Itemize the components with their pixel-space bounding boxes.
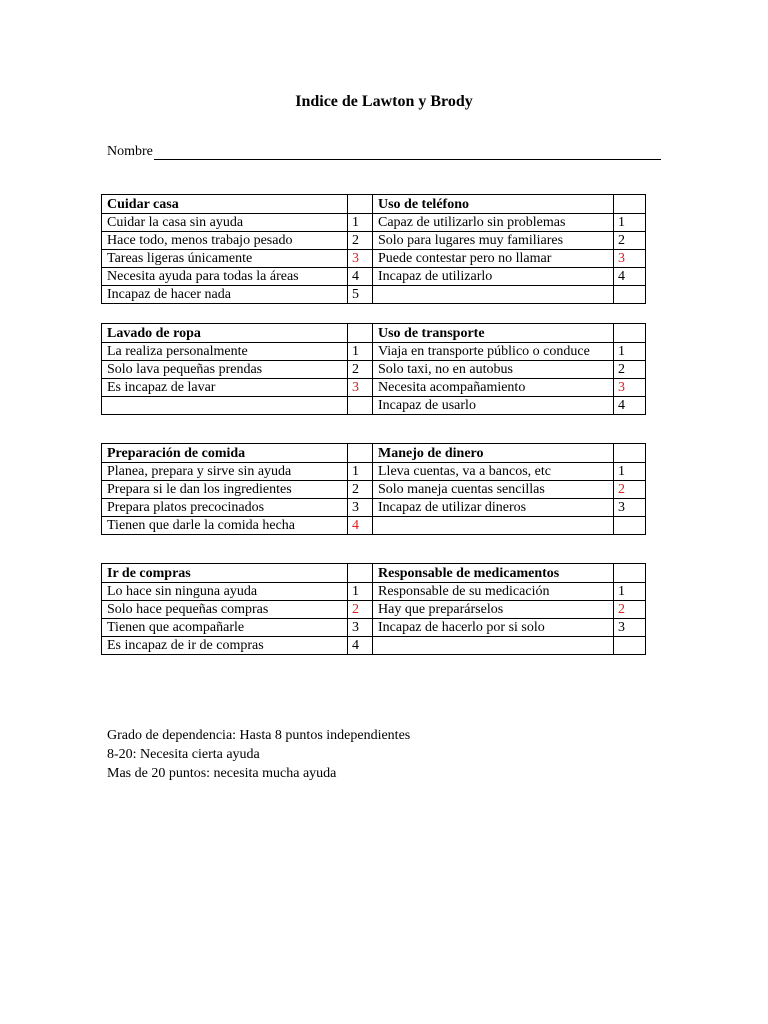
item-score: 4	[348, 637, 373, 655]
table-row	[102, 286, 646, 304]
score-header-cell	[348, 444, 373, 463]
item-score	[614, 637, 646, 655]
item-score: 2	[348, 481, 373, 499]
item-description: Solo lava pequeñas prendas	[102, 361, 348, 379]
item-score: 2	[348, 601, 373, 619]
item-description: Tienen que darle la comida hecha	[102, 517, 348, 535]
item-score: 3	[614, 379, 646, 397]
item-score: 1	[348, 463, 373, 481]
score-header-cell	[614, 564, 646, 583]
item-score: 1	[614, 463, 646, 481]
table-row	[102, 379, 646, 397]
item-score	[614, 286, 646, 304]
item-description: Solo hace pequeñas compras	[102, 601, 348, 619]
footer-line: Mas de 20 puntos: necesita mucha ayuda	[107, 766, 337, 781]
score-header-cell	[348, 324, 373, 343]
footer-line: Grado de dependencia: Hasta 8 puntos independientes	[107, 728, 411, 743]
category-heading: Uso de teléfono	[373, 195, 614, 214]
score-header-cell	[614, 444, 646, 463]
item-score: 2	[614, 232, 646, 250]
item-description: Puede contestar pero no llamar	[373, 250, 614, 268]
item-score: 2	[348, 361, 373, 379]
table-row	[102, 250, 646, 268]
item-score: 4	[614, 268, 646, 286]
item-description: Viaja en transporte público o conduce	[373, 343, 614, 361]
item-description: Incapaz de utilizar dineros	[373, 499, 614, 517]
item-description: Necesita ayuda para todas la áreas	[102, 268, 348, 286]
item-score: 1	[348, 343, 373, 361]
table-row	[102, 463, 646, 481]
score-header-cell	[614, 324, 646, 343]
table-row	[102, 499, 646, 517]
table-row	[102, 517, 646, 535]
item-score: 2	[614, 601, 646, 619]
table-header-row	[102, 195, 646, 214]
dependency-scale	[107, 726, 410, 783]
item-score: 4	[348, 517, 373, 535]
table-row	[102, 268, 646, 286]
name-field[interactable]	[107, 142, 661, 160]
item-description: Es incapaz de ir de compras	[102, 637, 348, 655]
table-row	[102, 343, 646, 361]
table-row	[102, 583, 646, 601]
section-table	[101, 443, 646, 535]
item-description: Responsable de su medicación	[373, 583, 614, 601]
item-score: 3	[614, 250, 646, 268]
item-description: Necesita acompañamiento	[373, 379, 614, 397]
item-score: 2	[614, 361, 646, 379]
item-score: 4	[348, 268, 373, 286]
score-header-cell	[348, 195, 373, 214]
item-description: Cuidar la casa sin ayuda	[102, 214, 348, 232]
table-header-row	[102, 444, 646, 463]
category-heading: Lavado de ropa	[102, 324, 348, 343]
section-table	[101, 323, 646, 415]
item-description	[102, 397, 348, 415]
item-description: Hay que preparárselos	[373, 601, 614, 619]
table-header-row	[102, 324, 646, 343]
name-underline[interactable]	[154, 145, 661, 160]
item-description: Prepara platos precocinados	[102, 499, 348, 517]
table-row	[102, 637, 646, 655]
item-description: Lleva cuentas, va a bancos, etc	[373, 463, 614, 481]
score-header-cell	[614, 195, 646, 214]
item-score: 1	[348, 214, 373, 232]
table-row	[102, 481, 646, 499]
item-score	[614, 517, 646, 535]
item-score: 1	[614, 343, 646, 361]
item-description: Hace todo, menos trabajo pesado	[102, 232, 348, 250]
section-table	[101, 563, 646, 655]
item-score: 3	[348, 499, 373, 517]
item-description: La realiza personalmente	[102, 343, 348, 361]
table-row	[102, 361, 646, 379]
item-description: Incapaz de hacer nada	[102, 286, 348, 304]
item-description	[373, 637, 614, 655]
category-heading: Responsable de medicamentos	[373, 564, 614, 583]
item-description: Tareas ligeras únicamente	[102, 250, 348, 268]
item-score: 5	[348, 286, 373, 304]
item-description	[373, 517, 614, 535]
section-table	[101, 194, 646, 304]
item-description: Tienen que acompañarle	[102, 619, 348, 637]
item-description: Solo para lugares muy familiares	[373, 232, 614, 250]
item-description: Solo taxi, no en autobus	[373, 361, 614, 379]
category-heading: Ir de compras	[102, 564, 348, 583]
category-heading: Preparación de comida	[102, 444, 348, 463]
item-description: Lo hace sin ninguna ayuda	[102, 583, 348, 601]
item-score: 3	[348, 619, 373, 637]
page-title: Indice de Lawton y Brody	[295, 93, 473, 110]
item-score: 3	[348, 379, 373, 397]
table-header-row	[102, 564, 646, 583]
item-score: 2	[614, 481, 646, 499]
item-description: Incapaz de utilizarlo	[373, 268, 614, 286]
item-score: 3	[614, 499, 646, 517]
table-row	[102, 232, 646, 250]
category-heading: Cuidar casa	[102, 195, 348, 214]
item-description	[373, 286, 614, 304]
item-description: Incapaz de usarlo	[373, 397, 614, 415]
category-heading: Manejo de dinero	[373, 444, 614, 463]
table-row	[102, 601, 646, 619]
table-row	[102, 397, 646, 415]
item-score: 1	[614, 214, 646, 232]
category-heading: Uso de transporte	[373, 324, 614, 343]
item-description: Es incapaz de lavar	[102, 379, 348, 397]
item-description: Incapaz de hacerlo por si solo	[373, 619, 614, 637]
item-description: Prepara si le dan los ingredientes	[102, 481, 348, 499]
item-score: 1	[614, 583, 646, 601]
footer-line: 8-20: Necesita cierta ayuda	[107, 747, 260, 762]
item-description: Capaz de utilizarlo sin problemas	[373, 214, 614, 232]
item-score: 3	[614, 619, 646, 637]
item-description: Solo maneja cuentas sencillas	[373, 481, 614, 499]
item-score: 2	[348, 232, 373, 250]
item-description: Planea, prepara y sirve sin ayuda	[102, 463, 348, 481]
table-row	[102, 214, 646, 232]
score-header-cell	[348, 564, 373, 583]
item-score	[348, 397, 373, 415]
table-row	[102, 619, 646, 637]
item-score: 1	[348, 583, 373, 601]
item-score: 4	[614, 397, 646, 415]
item-score: 3	[348, 250, 373, 268]
name-label: Nombre	[107, 144, 153, 159]
